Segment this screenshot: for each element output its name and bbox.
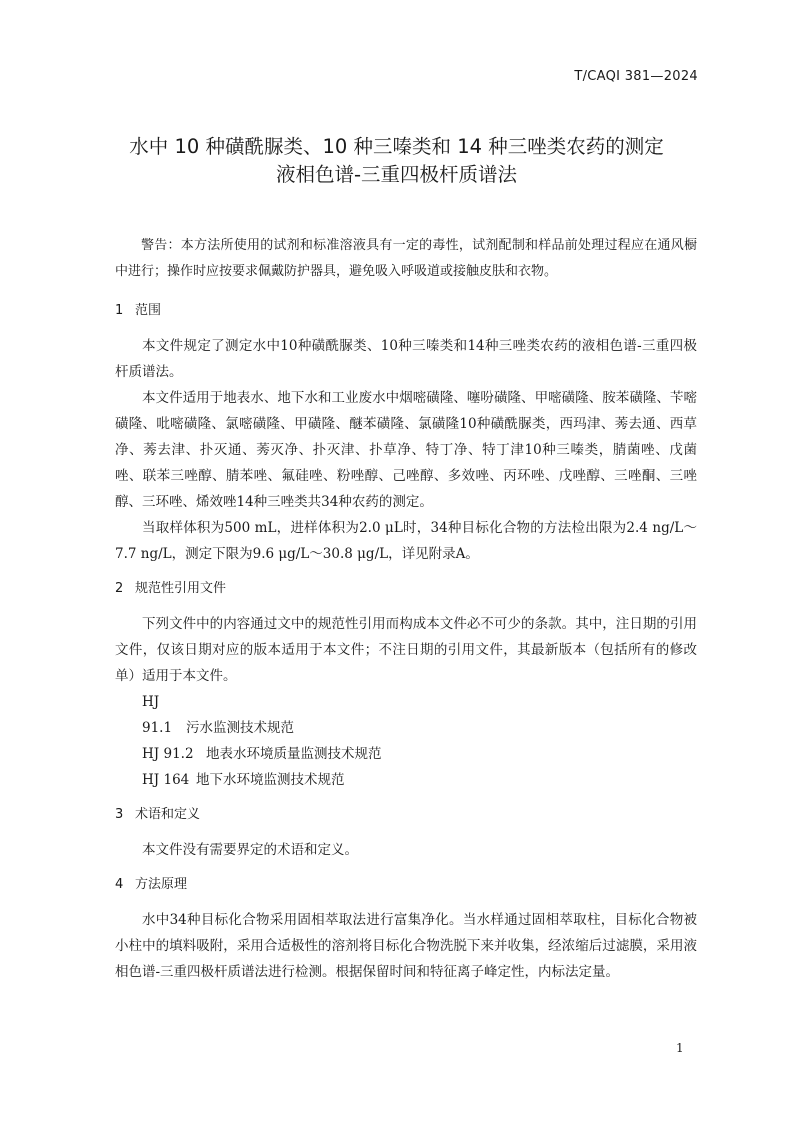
title-line-1: 水中 10 种磺酰脲类、10 种三嗪类和 14 种三唑类农药的测定 [129,135,664,158]
reference-item [142,767,697,793]
section-number: 2 [115,581,124,596]
section-heading-terms [115,805,697,825]
title-line-2: 液相色谱-三重四极杆质谱法 [275,163,518,186]
terms-paragraph: 本文件没有需要界定的术语和定义。 [142,842,358,858]
scope-paragraph-1: 本文件规定了测定水中10种磺酰脲类、10种三嗪类和14种三唑类农药的液相色谱-三重四极杆质谱法。 [115,338,697,380]
normative-refs-intro: 下列文件中的内容通过文中的规范性引用而构成本文件必不可少的条款。其中，注日期的引用文件，仅该日期对应的版本适用于本文件；不注日期的引用文件，其最新版本（包括所有的修改单）适用于本文件。 [115,616,697,684]
reference-name: 地下水环境监测技术规范 [196,772,345,788]
section-number: 4 [115,877,124,892]
reference-name: 地表水环境质量监测技术规范 [206,746,382,762]
section-heading-scope [115,301,697,321]
section-title: 方法原理 [135,877,188,892]
section-title: 范围 [135,303,162,318]
standard-code: T/CAQI 381—2024 [574,69,698,84]
principle-paragraph: 水中34种目标化合物采用固相萃取法进行富集净化。当水样通过固相萃取柱，目标化合物被小柱中的填料吸附，采用合适极性的溶剂将目标化合物洗脱下来并收集，经浓缩后过滤膜，采用液相色谱-三重四极杆质谱法进行检测。根据保留时间和特征离子峰定性，内标法定量。 [115,912,697,980]
section-number: 1 [115,303,124,318]
document-body [115,233,697,985]
document-title [0,133,793,189]
reference-code: HJ 91.1 [142,694,173,736]
section-title: 术语和定义 [135,807,201,822]
scope-paragraph-2: 本文件适用于地表水、地下水和工业废水中烟嘧磺隆、噻吩磺隆、甲嘧磺隆、胺苯磺隆、苄嘧磺隆、吡嘧磺隆、氯嘧磺隆、甲磺隆、醚苯磺隆、氯磺隆10种磺酰脲类，西玛津、莠去通、西草净、莠去津、扑灭通、莠灭净、扑灭津、扑草净、特丁净、特丁津10种三嗪类，腈菌唑、戊菌唑、联苯三唑醇、腈苯唑、氟硅唑、粉唑醇、己唑醇、多效唑、丙环唑、戊唑醇、三唑酮、三唑醇、三环唑、烯效唑14种三唑类共34种农药的测定。 [115,390,697,510]
section-heading-principle [115,875,697,895]
reference-item [142,741,697,767]
warning-notice: 警告：本方法所使用的试剂和标准溶液具有一定的毒性，试剂配制和样品前处理过程应在通风橱中进行；操作时应按要求佩戴防护器具，避免吸入呼吸道或接触皮肤和衣物。 [115,238,697,279]
reference-code: HJ 91.2 [142,746,194,762]
reference-name: 污水监测技术规范 [186,720,294,736]
scope-paragraph-3: 当取样体积为500 mL，进样体积为2.0 μL时，34种目标化合物的方法检出限为2.4 ng/L～7.7 ng/L，测定下限为9.6 μg/L～30.8 μg/L，详见附录A。 [115,520,697,562]
section-number: 3 [115,807,124,822]
section-title: 规范性引用文件 [135,581,227,596]
page-number: 1 [676,1041,684,1055]
section-heading-normative-refs [115,579,697,599]
reference-code: HJ 164 [142,772,190,788]
reference-item [142,689,697,741]
